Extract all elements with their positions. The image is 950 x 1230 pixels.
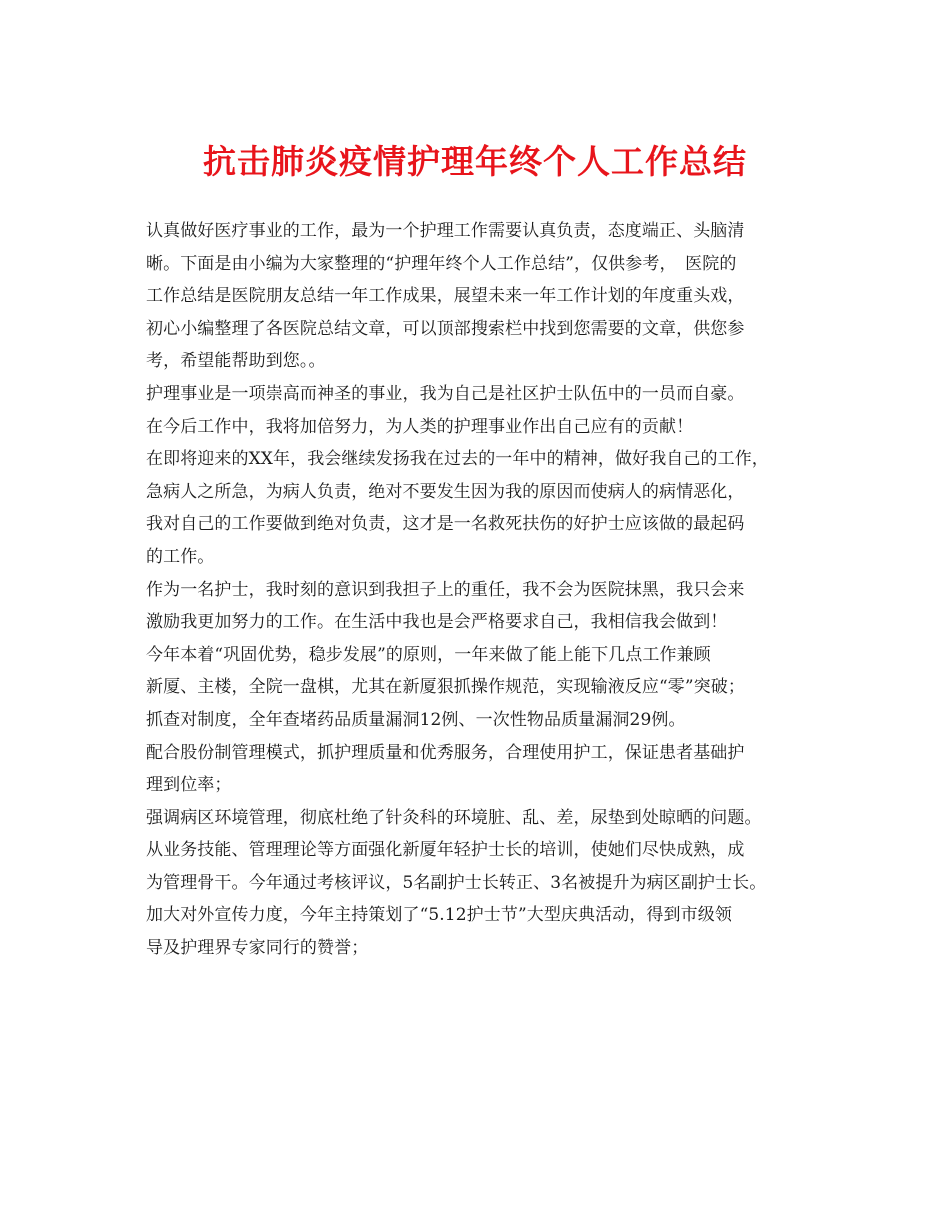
body-line: 我对自己的工作要做到绝对负责，这才是一名救死扶伤的好护士应该做的最起码	[146, 514, 745, 535]
body-line: 新厦、主楼，全院一盘棋，尤其在新厦狠抓操作规范，实现输液反应“零”突破；	[146, 677, 745, 698]
body-line: 考，希望能帮助到您。。	[146, 351, 326, 372]
body-line: 护理事业是一项崇高而神圣的事业，我为自己是社区护士队伍中的一员而自豪。	[146, 383, 745, 404]
document-body	[146, 215, 826, 965]
body-line: 加大对外宣传力度，今年主持策划了“5.12护士节”大型庆典活动，得到市级领	[146, 905, 732, 926]
body-line: 导及护理界专家同行的赞誉；	[146, 938, 369, 959]
body-line: 初心小编整理了各医院总结文章，可以顶部搜索栏中找到您需要的文章，供您参	[146, 318, 745, 339]
body-line: 理到位率；	[146, 775, 232, 796]
body-line: 工作总结是医院朋友总结一年工作成果，展望未来一年工作计划的年度重头戏，	[146, 286, 745, 307]
body-line: 作为一名护士，我时刻的意识到我担子上的重任，我不会为医院抹黑，我只会来	[146, 579, 745, 600]
body-line: 今年本着“巩固优势，稳步发展”的原则，一年来做了能上能下几点工作兼顾	[146, 644, 711, 665]
body-line: 认真做好医疗事业的工作，最为一个护理工作需要认真负责，态度端正、头脑清	[146, 221, 745, 241]
document-title: 抗击肺炎疫情护理年终个人工作总结	[203, 142, 747, 181]
body-line: 强调病区环境管理，彻底杜绝了针灸科的环境脏、乱、差，尿垫到处晾晒的问题。	[146, 807, 762, 828]
body-line: 抓查对制度，全年查堵药品质量漏洞12例、一次性物品质量漏洞29例。	[146, 709, 686, 730]
body-line: 在即将迎来的XX年，我会继续发扬我在过去的一年中的精神，做好我自己的工作，	[146, 449, 769, 470]
body-line: 晰。下面是由小编为大家整理的“护理年终个人工作总结”，仅供参考， 医院的	[146, 253, 737, 274]
body-line: 配合股份制管理模式，抓护理质量和优秀服务，合理使用护工，保证患者基础护	[146, 742, 745, 763]
body-line: 的工作。	[146, 546, 215, 567]
body-line: 激励我更加努力的工作。在生活中我也是会严格要求自己，我相信我会做到！	[146, 612, 728, 633]
body-line: 在今后工作中，我将加倍努力，为人类的护理事业作出自己应有的贡献！	[146, 416, 694, 437]
body-line: 为管理骨干。今年通过考核评议，5名副护士长转正、3名被提升为病区副护士长。	[146, 872, 767, 893]
body-line: 从业务技能、管理理论等方面强化新厦年轻护士长的培训，使她们尽快成熟，成	[146, 840, 745, 861]
body-line: 急病人之所急，为病人负责，绝对不要发生因为我的原因而使病人的病情恶化，	[146, 481, 745, 502]
